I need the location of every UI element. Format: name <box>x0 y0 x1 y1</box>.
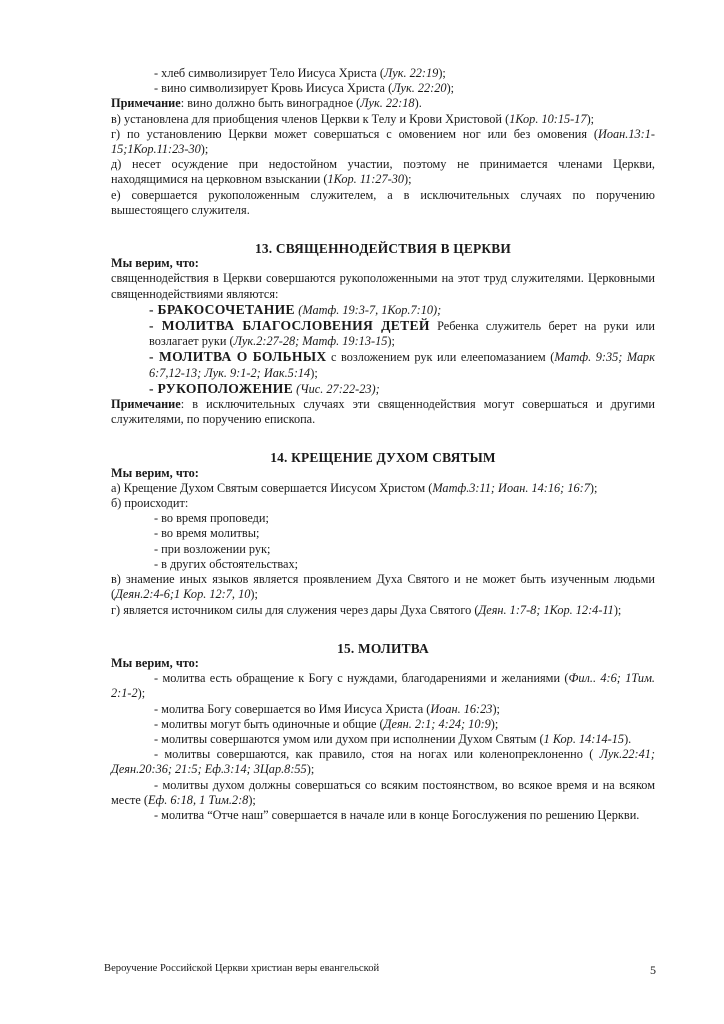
note-paragraph: Примечание: вино должно быть виноградное (Лук. 22:18). <box>111 96 422 111</box>
list-item: - вино символизирует Кровь Иисуса Христа (Лук. 22:20); <box>154 81 455 96</box>
paragraph-v: в) установлена для приобщения членов Церкви к Телу и Крови Христовой (1Кор. 10:15-17); <box>111 111 595 126</box>
scripture-ref: 1 Кор. 14:14-15 <box>543 731 625 746</box>
list-item: - молитвы духом должны совершаться со всяким постоянством, во всякое время и на всяком месте (Еф. 6:18, 1 Тим.2:8); <box>111 777 655 807</box>
note-label: Примечание <box>111 397 181 412</box>
section-14-title: 14. КРЕЩЕНИЕ ДУХОМ СВЯТЫМ <box>270 450 496 466</box>
paragraph-g: г) является источником силы для служения через дары Духа Святого (Деян. 1:7-8; 1Кор. 12:4-11); <box>111 602 622 617</box>
scripture-ref: Лук. 22:20 <box>392 81 447 96</box>
footer-title: Вероучение Российской Церкви христиан веры евангельской <box>104 963 380 974</box>
page-content <box>111 66 655 823</box>
paragraph-g: г) по установлению Церкви может совершаться с омовением ног или без омовения (Иоан.13:1-15;1Кор.11:23-30); <box>111 126 655 157</box>
scripture-ref: Деян. 2:1; 4:24; 10:9 <box>383 716 491 731</box>
scripture-ref: Лук. 22:18 <box>360 96 415 111</box>
list-item: - РУКОПОЛОЖЕНИЕ (Чис. 27:22-23); <box>149 380 380 396</box>
list-item: - во время молитвы; <box>154 526 260 541</box>
section-15-title: 15. МОЛИТВА <box>337 640 429 656</box>
section-13-title: 13. СВЯЩЕННОДЕЙСТВИЯ В ЦЕРКВИ <box>254 241 512 257</box>
paragraph-v: в) знамение иных языков является проявлением Духа Святого и не может быть изученным людьми (Деян.2:4-6;1 Кор. 12:7, 10); <box>111 572 655 602</box>
scripture-ref: Лук. 22:19 <box>383 66 439 80</box>
section-14-we-believe: Мы верим, что: <box>111 465 199 480</box>
note-paragraph: Примечание: в исключительных случаях эти священнодействия могут совершаться и другими служителями, по поручению епископа. <box>111 397 655 427</box>
paragraph-d: д) несет осуждение при недостойном участии, поэтому не принимается членами Церкви, находящимися на церковном взыскании (1Кор. 11:27-30); <box>111 157 655 187</box>
list-item: - в других обстоятельствах; <box>154 556 299 571</box>
page-footer <box>104 963 664 978</box>
scripture-ref: Еф. 6:18, 1 Тим.2:8 <box>148 792 249 807</box>
list-item: - во время проповеди; <box>154 511 269 526</box>
list-item: - молитва “Отче наш” совершается в начале или в конце Богослужения по решению Церкви. <box>154 807 640 822</box>
section-13-we-believe: Мы верим, что: <box>111 256 199 271</box>
list-item: - молитва Богу совершается во Имя Иисуса Христа (Иоан. 16:23); <box>154 701 500 716</box>
scripture-ref: Деян. 1:7-8; 1Кор. 12:4-11 <box>478 602 614 617</box>
scripture-ref: Деян.2:4-6;1 Кор. 12:7, 10 <box>115 587 251 602</box>
list-item: - молитва есть обращение к Богу с нуждами, благодарениями и желаниями (Фил.. 4:6; 1Тим. 2:1-2); <box>111 671 655 701</box>
scripture-ref: 1Кор. 10:15-17 <box>509 111 587 126</box>
list-item: - молитвы могут быть одиночные и общие (Деян. 2:1; 4:24; 10:9); <box>154 716 499 731</box>
page-number: 5 <box>650 963 656 977</box>
list-item: - БРАКОСОЧЕТАНИЕ (Матф. 19:3-7, 1Кор.7:10); <box>149 301 442 317</box>
scripture-ref: Иоан.13:1-15;1Кор.11:23-30 <box>111 126 655 157</box>
scripture-ref: Матф.3:11; Иоан. 14:16; 16:7 <box>432 480 590 495</box>
scripture-ref: (Чис. 27:22-23); <box>293 381 380 396</box>
paragraph-b: б) происходит: <box>111 496 189 511</box>
list-item: - хлеб символизирует Тело Иисуса Христа (Лук. 22:19); <box>154 66 446 80</box>
list-item: - молитвы совершаются, как правило, стоя на ногах или коленопреклоненно ( Лук.22:41; Деян.20:36; 21:5; Еф.3:14; 3Цар.8:55); <box>111 747 655 777</box>
list-item: - при возложении рук; <box>154 541 271 556</box>
note-label: Примечание <box>111 96 181 111</box>
scripture-ref: Матф. 9:35; Марк 6:7,12-13; Лук. 9:1-2; Иак.5:14 <box>149 350 655 380</box>
section-15-we-believe: Мы верим, что: <box>111 655 199 670</box>
scripture-ref: (Матф. 19:3-7, 1Кор.7:10); <box>298 302 442 317</box>
scripture-ref: Лук.22:41; Деян.20:36; 21:5; Еф.3:14; 3Цар.8:55 <box>111 747 655 777</box>
paragraph-a: а) Крещение Духом Святым совершается Иисусом Христом (Матф.3:11; Иоан. 14:16; 16:7); <box>111 480 598 495</box>
scripture-ref: Лук.2:27-28; Матф. 19:13-15 <box>233 334 388 349</box>
scripture-ref: Фил.. 4:6; 1Тим. 2:1-2 <box>111 671 655 701</box>
section-13-intro: священнодействия в Церкви совершаются рукоположенными на этот труд служителями. Церковными священнодействиями являются: <box>111 271 655 301</box>
list-item: - МОЛИТВА О БОЛЬНЫХ с возложением рук или елеепомазанием (Матф. 9:35; Марк 6:7,12-13; Лук. 9:1-2; Иак.5:14); <box>149 349 655 380</box>
scripture-ref: 1Кор. 11:27-30 <box>327 172 404 187</box>
paragraph-e: е) совершается рукоположенным служителем, а в исключительных случаях по поручению вышестоящего служителя. <box>111 187 655 217</box>
scripture-ref: Иоан. 16:23 <box>430 701 493 716</box>
list-item: - МОЛИТВА БЛАГОСЛОВЕНИЯ ДЕТЕЙ Ребенка служитель берет на руки или возлагает руки (Лук.2:27-28; Матф. 19:13-15); <box>149 318 655 349</box>
list-item: - молитвы совершаются умом или духом при исполнении Духом Святым (1 Кор. 14:14-15). <box>154 731 632 746</box>
